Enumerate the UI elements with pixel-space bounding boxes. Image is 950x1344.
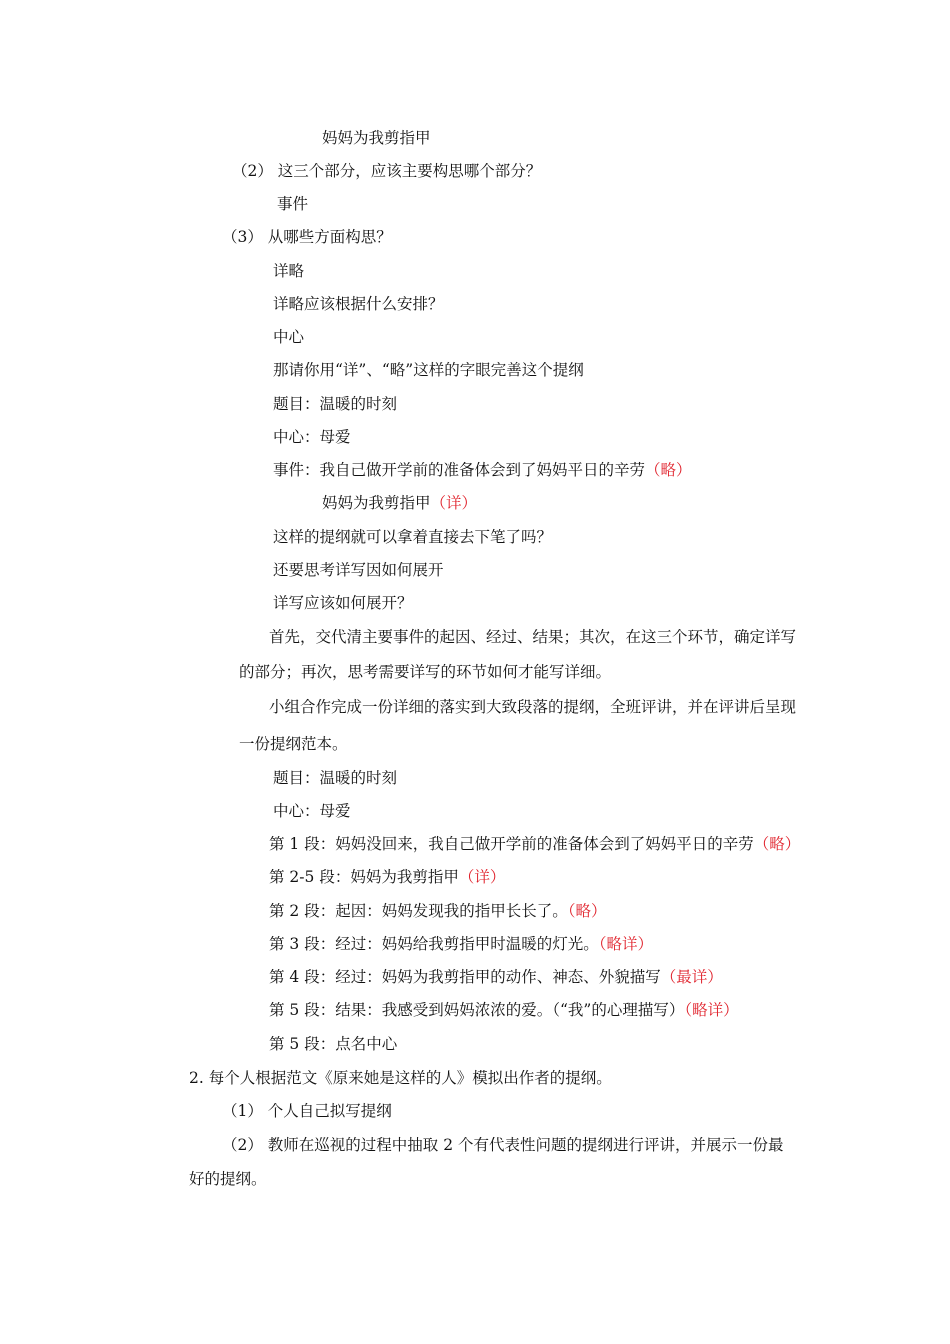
detail-mark: （略） (645, 461, 692, 479)
text-line: 详略 (273, 262, 305, 280)
text-line: （1） 个人自己拟写提纲 (222, 1102, 392, 1120)
text-line: 题目：温暖的时刻 (273, 395, 398, 413)
detail-mark: （详） (458, 868, 506, 886)
text-line: 这样的提纲就可以拿着直接去下笔了吗？ (273, 528, 553, 546)
text-line: （2） 这三个部分，应该主要构思哪个部分？ (232, 162, 542, 180)
text-line: 2. 每个人根据范文《原来她是这样的人》模拟出作者的提纲。 (189, 1069, 612, 1087)
text-line: 中心：母爱 (273, 428, 351, 446)
text-line: 第 2-5 段：妈妈为我剪指甲（详） (269, 868, 506, 886)
text-line: 中心 (273, 328, 305, 346)
text-line: 详略应该根据什么安排？ (273, 295, 444, 313)
text-line: 第 1 段：妈妈没回来，我自己做开学前的准备体会到了妈妈平日的辛劳（略） (269, 835, 801, 853)
text-line: 题目：温暖的时刻 (273, 769, 398, 787)
text-line: 的部分；再次，思考需要详写的环节如何才能写详细。 (239, 663, 612, 681)
text-line: （2） 教师在巡视的过程中抽取 2 个有代表性问题的提纲进行评讲，并展示一份最 (222, 1136, 784, 1154)
text-line: 还要思考详写因如何展开 (273, 561, 444, 579)
text-line: 那请你用“详”、“略”这样的字眼完善这个提纲 (273, 361, 584, 379)
detail-mark: （略详） (684, 1001, 739, 1019)
text-line: 小组合作完成一份详细的落实到大致段落的提纲，全班评讲，并在评讲后呈现 (269, 698, 797, 716)
text-line: 第 3 段：经过：妈妈给我剪指甲时温暖的灯光。（略详） (269, 935, 653, 953)
text-line: 好的提纲。 (189, 1170, 267, 1188)
text-line: 首先，交代清主要事件的起因、经过、结果；其次，在这三个环节，确定详写 (269, 628, 797, 646)
text-line: 一份提纲范本。 (239, 735, 348, 753)
detail-mark: （略） (567, 902, 607, 920)
text-line: 事件：我自己做开学前的准备体会到了妈妈平日的辛劳（略） (273, 461, 692, 479)
text-line: 中心：母爱 (273, 802, 351, 820)
text-line: 妈妈为我剪指甲（详） (322, 494, 478, 512)
text-line: 妈妈为我剪指甲 (322, 129, 431, 147)
text-line: 第 5 段：点名中心 (269, 1035, 398, 1053)
text-line: （3） 从哪些方面构思？ (222, 228, 392, 246)
text-line: 事件 (277, 195, 309, 213)
detail-mark: （最详） (660, 968, 723, 986)
text-line: 第 2 段：起因：妈妈发现我的指甲长长了。（略） (269, 902, 607, 920)
text-line: 第 5 段：结果：我感受到妈妈浓浓的爱。（“我”的心理描写）（略详） (269, 1001, 739, 1019)
text-line: 第 4 段：经过：妈妈为我剪指甲的动作、神态、外貌描写（最详） (269, 968, 723, 986)
detail-mark: （详） (430, 494, 478, 512)
text-line: 详写应该如何展开？ (273, 594, 413, 612)
detail-mark: （略详） (598, 935, 653, 953)
detail-mark: （略） (753, 835, 801, 853)
